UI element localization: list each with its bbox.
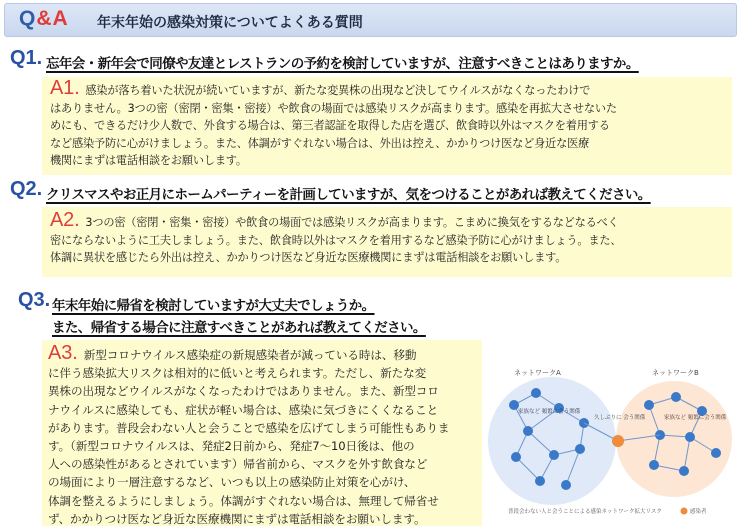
a3-line-4: ナウイルスに感染しても、症状が軽い場合は、感染に気づきにくくなること [48, 402, 439, 417]
q3-question-line-1: 年末年始に帰省を検討していますが大丈夫でしょうか。 [52, 298, 375, 314]
a2-line-2: 密にならないように工夫しましょう。また、飲食時以外はマスクを着用するなど感染予防に心がけましょう。また、 [50, 233, 622, 247]
a1-line-2: はありません。3つの密（密閉・密集・密接）や飲食の場面では感染リスクが高まります。感染を再拡大させないた [50, 101, 617, 115]
a1-line-5: 機関にまずは電話相談をお願いします。 [50, 154, 247, 167]
bridge-label: 久しぶりに 会う関係 [594, 415, 646, 421]
legend-infected-icon [681, 508, 688, 515]
a1-number: A1. [50, 77, 80, 99]
network-b-label: ネットワークB [652, 369, 699, 377]
a3-line-3: 異株の出現などウイルスがなくなったわけではありません。また、新型コロ [48, 384, 439, 399]
diagram-caption: 普段会わない人と会うことによる感染ネットワーク拡大リスク [508, 509, 662, 515]
a1-line-3: めにも、できるだけ少人数で、外食する場合は、第三者認証を取得した店を選び、飲食時以外はマスクを着用する [50, 119, 610, 132]
a2-number: A2. [50, 209, 80, 231]
qa-logo-amp: & [36, 7, 53, 30]
a3-line-10: ず、かかりつけ医など身近な医療機関にまずは電話相談をお願いします。 [48, 511, 426, 526]
a3-line-1: 新型コロナウイルス感染症の新規感染者が減っている時は、移動 [83, 348, 417, 362]
a3-box [42, 340, 482, 526]
page-header [4, 3, 737, 37]
a3-line-7: 人への感染性があるとされています）帰省前から、マスクを外す飲食など [48, 457, 428, 472]
legend-label: 感染者 [690, 509, 707, 515]
a3-line-8: の場面により一層注意するなど、いつも以上の感染防止対策を心がけ、 [48, 475, 416, 490]
a1-body [50, 77, 617, 170]
q3-number: Q3. [18, 289, 51, 311]
group-b-label: 家族など 頻繁に会う関係 [664, 415, 727, 421]
q3-question-line-2: また、帰省する場合に注意すべきことがあれば教えてください。 [52, 320, 426, 336]
q1-question: 忘年会・新年会で同僚や友達とレストランの予約を検討していますが、注意すべきことはありますか。 [46, 56, 639, 72]
a2-box [42, 207, 732, 277]
infected-person-node [612, 435, 624, 447]
a2-line-3: 体調に異状を感じたら外出は控え、かかりつけ医など身近な医療機関にまずは電話相談をお願いします。 [50, 251, 567, 264]
a1-line-4: など感染予防に心がけましょう。また、体調がすぐれない場合は、外出は控え、かかりつけ医など身近な医療 [50, 136, 590, 150]
a2-body [50, 209, 622, 267]
qa-logo [19, 7, 69, 31]
page-title: 年末年始の感染対策についてよくある質問 [97, 15, 363, 31]
q2-number: Q2. [10, 178, 43, 200]
a2-line-1: 3つの密（密閉・密集・密接）や飲食の場面では感染リスクが高まります。こまめに換気をするなどなるべく [85, 216, 619, 229]
group-a-label: 家族など 頻繁に会う関係 [518, 409, 581, 415]
qa-logo-q: Q [19, 7, 37, 30]
q1-number: Q1. [10, 47, 43, 69]
a3-line-6: す。（新型コロナウイルスは、発症2日前から、発症7～10日後は、他の [48, 439, 415, 454]
q2-question: クリスマスやお正月にホームパーティーを計画していますが、気をつけることがあれば教えてください。 [46, 187, 651, 203]
a3-line-2: に伴う感染拡大リスクは相対的に低いと考えられます。ただし、新たな変 [48, 366, 427, 381]
network-a-label: ネットワークA [514, 369, 561, 377]
qa-logo-a: A [52, 7, 69, 30]
network-a-circle [488, 377, 616, 505]
a1-box [42, 77, 732, 175]
a3-body [48, 344, 449, 528]
a3-number: A3. [48, 342, 78, 364]
infection-network-diagram [484, 353, 736, 525]
a3-line-5: があります。普段会わない人と会うことで感染を広げてしまう可能性もありま [48, 420, 450, 435]
a1-line-1: 感染が落ち着いた状況が続いていますが、新たな変異株の出現など決してウイルスがなくなったわけで [85, 84, 591, 97]
a3-line-9: 体調を整えるようにしましょう。体調がすぐれない場合は、無理して帰省せ [48, 493, 439, 508]
